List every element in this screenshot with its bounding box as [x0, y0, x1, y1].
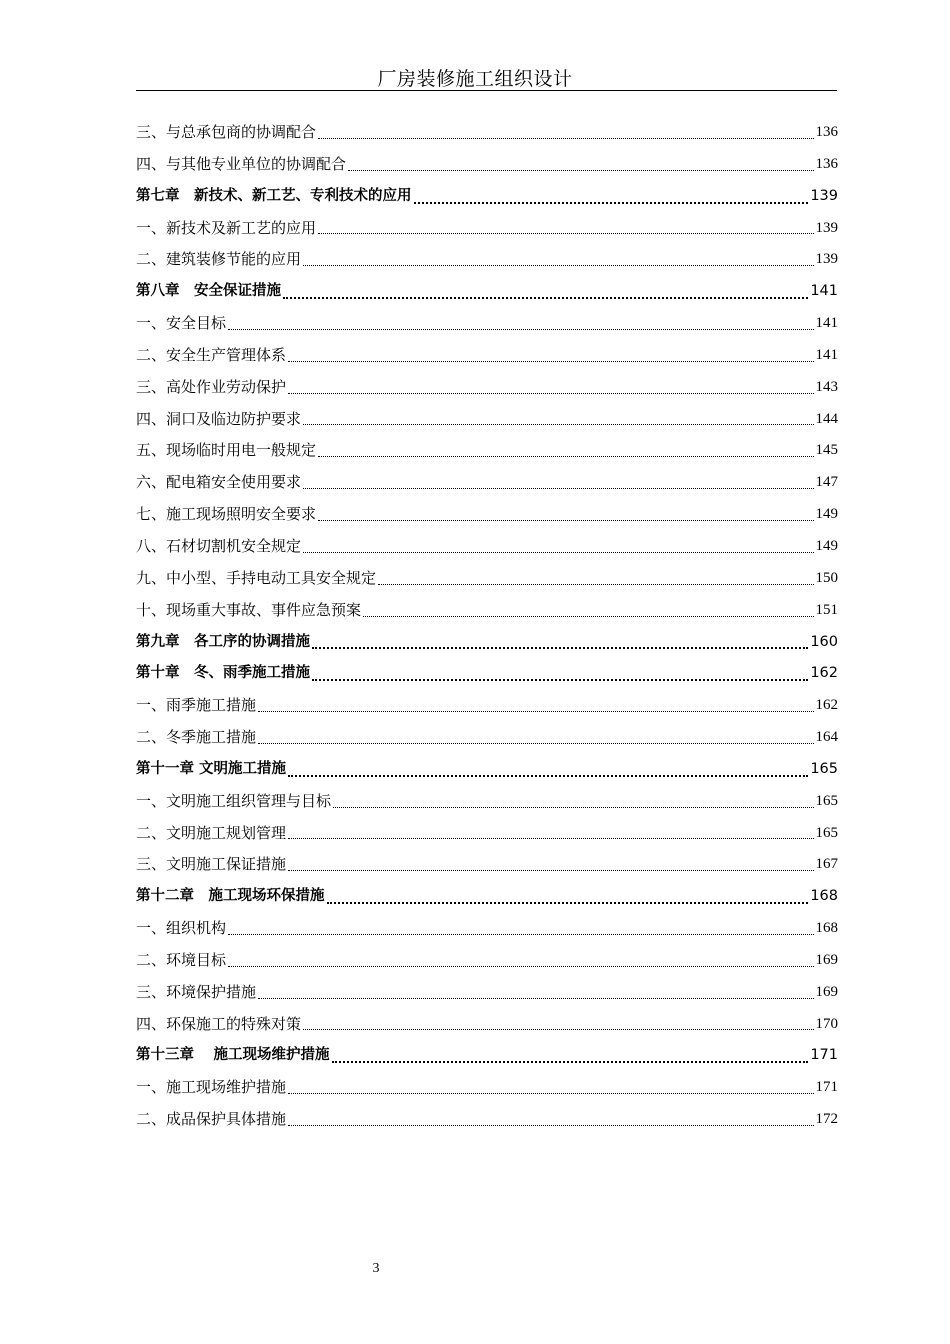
- toc-entry[interactable]: [136, 404, 838, 436]
- toc-entry-label: 四、环保施工的特殊对策: [136, 1014, 302, 1033]
- toc-entry-page: 160: [810, 633, 838, 650]
- toc-entry[interactable]: [136, 244, 838, 276]
- toc-entry-label: 第九章 各工序的协调措施: [136, 633, 310, 650]
- toc-entry-page: 144: [815, 410, 838, 427]
- toc-entry-page: 139: [815, 251, 838, 268]
- toc-entry-page: 169: [815, 951, 838, 968]
- toc-entry-label: 第七章 新技术、新工艺、专利技术的应用: [136, 187, 412, 204]
- toc-chapter-entry[interactable]: [136, 754, 838, 786]
- dot-leader: [288, 870, 813, 871]
- toc-entry[interactable]: [136, 467, 838, 499]
- toc-entry[interactable]: [136, 945, 838, 977]
- dot-leader: [288, 1125, 813, 1126]
- dot-leader: [228, 329, 813, 330]
- toc-entry-page: 162: [815, 697, 838, 714]
- toc-entry[interactable]: [136, 531, 838, 563]
- dot-leader: [348, 170, 813, 171]
- toc-entry[interactable]: [136, 1072, 838, 1104]
- toc-entry-label: 一、施工现场维护措施: [136, 1078, 287, 1097]
- toc-entry-label: 八、石材切割机安全规定: [136, 536, 302, 555]
- toc-entry[interactable]: [136, 1009, 838, 1041]
- toc-entry[interactable]: [136, 435, 838, 467]
- toc-entry-page: 150: [815, 569, 838, 586]
- toc-entry-label: 三、高处作业劳动保护: [136, 377, 287, 396]
- toc-entry-label: 一、雨季施工措施: [136, 696, 257, 715]
- toc-entry-label: 第十一章 文明施工措施: [136, 760, 287, 777]
- toc-entry-label: 一、文明施工组织管理与目标: [136, 791, 332, 810]
- toc-entry-label: 九、中小型、手持电动工具安全规定: [136, 568, 377, 587]
- toc-entry[interactable]: [136, 213, 838, 245]
- dot-leader: [283, 297, 808, 299]
- toc-entry-page: 171: [810, 1047, 838, 1064]
- dot-leader: [288, 1093, 813, 1094]
- toc-entry-label: 三、环境保护措施: [136, 982, 257, 1001]
- dot-leader: [288, 361, 813, 362]
- toc-entry-label: 六、配电箱安全使用要求: [136, 473, 302, 492]
- dot-leader: [288, 838, 813, 839]
- dot-leader: [228, 934, 813, 935]
- toc-entry[interactable]: [136, 595, 838, 627]
- toc-entry-page: 165: [815, 824, 838, 841]
- toc-entry-label: 二、建筑装修节能的应用: [136, 250, 302, 269]
- dot-leader: [303, 424, 813, 425]
- toc-entry-label: 二、环境目标: [136, 950, 227, 969]
- dot-leader: [303, 265, 813, 266]
- toc-entry-label: 五、现场临时用电一般规定: [136, 441, 317, 460]
- toc-entry-label: 二、安全生产管理体系: [136, 345, 287, 364]
- toc-entry-page: 170: [815, 1015, 838, 1032]
- toc-entry-page: 136: [815, 124, 838, 140]
- toc-entry-label: 十、现场重大事故、事件应急预案: [136, 600, 362, 619]
- dot-leader: [303, 1029, 813, 1030]
- toc-entry-label: 四、与其他专业单位的协调配合: [136, 154, 347, 173]
- dot-leader: [363, 616, 813, 617]
- toc-entry-page: 171: [815, 1079, 838, 1096]
- toc-entry[interactable]: [136, 786, 838, 818]
- toc-entry-label: 第十章 冬、雨季施工措施: [136, 665, 310, 682]
- toc-entry-page: 165: [810, 760, 838, 777]
- toc-entry[interactable]: [136, 372, 838, 404]
- toc-chapter-entry[interactable]: [136, 276, 838, 308]
- toc-chapter-entry[interactable]: [136, 181, 838, 213]
- dot-leader: [327, 902, 809, 904]
- toc-entry-page: 139: [810, 187, 838, 204]
- page-number: 3: [372, 1261, 380, 1276]
- toc-entry-label: 一、组织机构: [136, 919, 227, 938]
- dot-leader: [318, 138, 813, 139]
- toc-entry-label: 七、施工现场照明安全要求: [136, 505, 317, 524]
- toc-entry-page: 141: [815, 346, 838, 363]
- dot-leader: [258, 743, 813, 744]
- toc-chapter-entry[interactable]: [136, 881, 838, 913]
- toc-entry-label: 一、安全目标: [136, 314, 227, 333]
- toc-entry-page: 151: [815, 601, 838, 618]
- toc-entry-page: 139: [815, 219, 838, 236]
- toc-entry-label: 四、洞口及临边防护要求: [136, 409, 302, 428]
- dot-leader: [332, 1061, 809, 1063]
- toc-entry[interactable]: [136, 722, 838, 754]
- toc-entry[interactable]: [136, 308, 838, 340]
- dot-leader: [318, 233, 813, 234]
- toc-entry-page: 168: [810, 888, 838, 905]
- toc-entry[interactable]: [136, 117, 838, 149]
- toc-entry-label: 二、成品保护具体措施: [136, 1110, 287, 1129]
- dot-leader: [318, 520, 813, 521]
- toc-entry-page: 162: [810, 665, 838, 682]
- toc-entry-label: 二、冬季施工措施: [136, 728, 257, 747]
- toc-chapter-entry[interactable]: [136, 658, 838, 690]
- dot-leader: [258, 998, 813, 999]
- dot-leader: [303, 488, 813, 489]
- toc-entry[interactable]: [136, 149, 838, 181]
- document-header-title: 厂房装修施工组织设计: [377, 68, 573, 90]
- toc-chapter-entry[interactable]: [136, 1040, 838, 1072]
- toc-entry-page: 136: [815, 155, 838, 172]
- toc-entry-label: 三、文明施工保证措施: [136, 855, 287, 874]
- toc-entry-page: 169: [815, 983, 838, 1000]
- dot-leader: [288, 393, 813, 394]
- toc-entry-page: 145: [815, 442, 838, 459]
- toc-entry-page: 149: [815, 506, 838, 523]
- toc-entry-label: 一、新技术及新工艺的应用: [136, 218, 317, 237]
- toc-entry[interactable]: [136, 340, 838, 372]
- toc-entry-page: 165: [815, 792, 838, 809]
- toc-entry[interactable]: [136, 499, 838, 531]
- toc-entry-label: 二、文明施工规划管理: [136, 823, 287, 842]
- toc-entry-page: 168: [815, 920, 838, 937]
- header-rule: [136, 90, 837, 91]
- toc-entry[interactable]: [136, 977, 838, 1009]
- toc-entry-label: 第八章 安全保证措施: [136, 283, 281, 300]
- table-of-contents: [136, 117, 838, 1136]
- toc-entry[interactable]: [136, 818, 838, 850]
- toc-entry[interactable]: [136, 1104, 838, 1136]
- dot-leader: [303, 552, 813, 553]
- dot-leader: [312, 647, 808, 649]
- dot-leader: [414, 202, 809, 204]
- toc-entry-page: 167: [815, 856, 838, 873]
- dot-leader: [333, 807, 813, 808]
- toc-entry-page: 172: [815, 1111, 838, 1128]
- toc-entry-page: 141: [810, 283, 838, 300]
- toc-entry[interactable]: [136, 849, 838, 881]
- toc-entry[interactable]: [136, 913, 838, 945]
- dot-leader: [312, 679, 808, 681]
- toc-entry-label: 三、与总承包商的协调配合: [136, 123, 317, 141]
- dot-leader: [318, 456, 813, 457]
- dot-leader: [378, 584, 813, 585]
- toc-entry-label: 第十三章 施工现场维护措施: [136, 1047, 330, 1064]
- toc-entry-page: 147: [815, 474, 838, 491]
- dot-leader: [258, 711, 813, 712]
- dot-leader: [288, 775, 808, 777]
- toc-entry-page: 149: [815, 537, 838, 554]
- toc-entry-page: 143: [815, 378, 838, 395]
- dot-leader: [228, 966, 813, 967]
- toc-chapter-entry[interactable]: [136, 627, 838, 659]
- toc-entry-page: 164: [815, 729, 838, 746]
- toc-entry-label: 第十二章 施工现场环保措施: [136, 888, 325, 905]
- toc-entry[interactable]: [136, 690, 838, 722]
- toc-entry[interactable]: [136, 563, 838, 595]
- toc-entry-page: 141: [815, 315, 838, 332]
